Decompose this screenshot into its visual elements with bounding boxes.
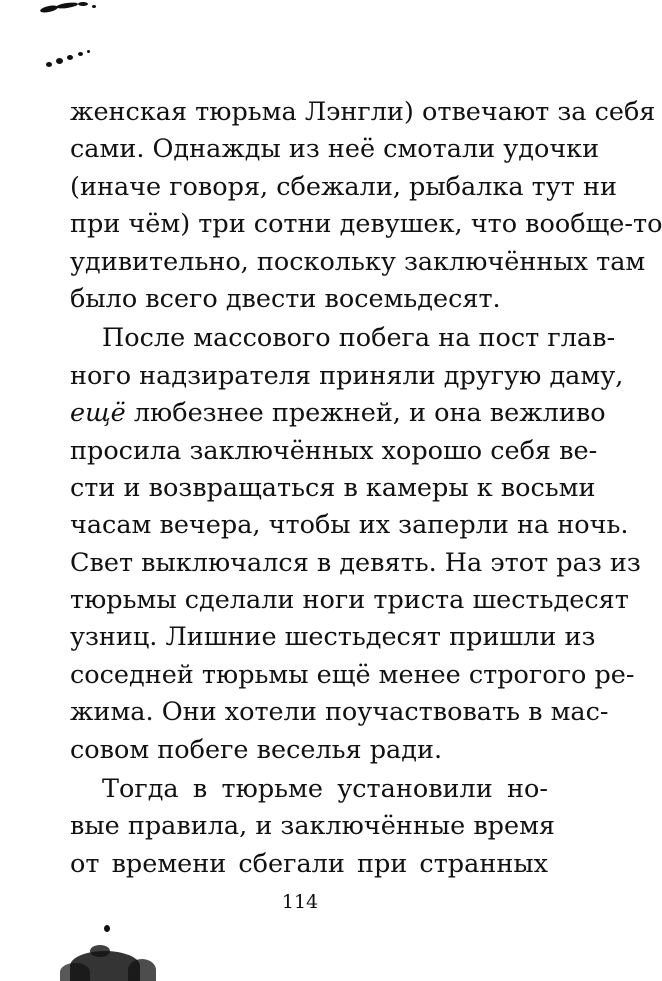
- text-line: [70, 281, 548, 318]
- text-line: [70, 320, 616, 357]
- text-line: [70, 732, 548, 769]
- text-run: сами. Однажды из неё смотали удочки: [70, 134, 600, 165]
- text-run: сти и возвращаться в камеры к восьми: [70, 472, 596, 503]
- text-run: было всего двести восемьдесят.: [70, 283, 501, 314]
- text-run: Тогда в тюрьме установили но-: [102, 774, 548, 805]
- text-run: совом побеге веселья ради.: [70, 734, 443, 765]
- text-run: часам вечера, чтобы их заперли на ночь.: [70, 510, 629, 541]
- ink-blot-decoration-top: [0, 0, 140, 80]
- text-run: Свет выключался в девять. На этот раз из: [70, 547, 641, 578]
- text-line: [70, 433, 598, 470]
- text-line: [70, 545, 641, 582]
- text-run: После массового побега на пост глав-: [102, 323, 616, 354]
- text-run: ного надзирателя приняли другую даму,: [70, 360, 624, 391]
- text-line: [70, 470, 596, 507]
- text-line: [70, 808, 556, 845]
- text-line: [70, 169, 617, 206]
- text-line: [70, 846, 548, 883]
- text-line: [70, 131, 600, 168]
- text-line: [70, 694, 609, 731]
- text-run: (иначе говоря, сбежали, рыбалка тут ни: [70, 171, 617, 202]
- text-run: узниц. Лишние шестьдесят пришли из: [70, 622, 596, 653]
- text-line: [70, 582, 629, 619]
- text-line: [70, 244, 646, 281]
- paragraph: [70, 771, 556, 883]
- text-line: [70, 507, 629, 544]
- text-run: жима. Они хотели поучаствовать в мас-: [70, 697, 609, 728]
- text-line: [70, 771, 548, 808]
- text-run: тюрьмы сделали ноги триста шестьдесят: [70, 585, 629, 616]
- text-run: любезнее прежней, и она вежливо: [125, 398, 606, 429]
- text-line: [70, 206, 662, 243]
- text-run: удивительно, поскольку заключённых там: [70, 246, 646, 277]
- italic-text: ещё: [70, 398, 126, 429]
- body-text: [70, 94, 662, 883]
- text-run: просила заключённых хорошо себя ве-: [70, 435, 598, 466]
- text-run: женская тюрьма Лэнгли) отвечают за себя: [70, 97, 656, 127]
- text-run: соседней тюрьмы ещё менее строгого ре-: [70, 659, 635, 690]
- text-run: от времени сбегали при странных: [70, 848, 548, 879]
- text-line: [70, 619, 596, 656]
- ink-blot-decoration-bottom: [40, 915, 180, 981]
- text-line: [70, 657, 635, 694]
- text-run: вые правила, и заключённые время: [70, 811, 556, 842]
- paragraph: [70, 320, 641, 769]
- text-run: при чём) три сотни девушек, что вообще-то: [70, 209, 662, 240]
- text-line: [70, 358, 624, 395]
- text-line: [70, 395, 606, 432]
- page-number: 114: [281, 891, 319, 913]
- paragraph: [70, 94, 662, 318]
- text-line: [70, 94, 656, 131]
